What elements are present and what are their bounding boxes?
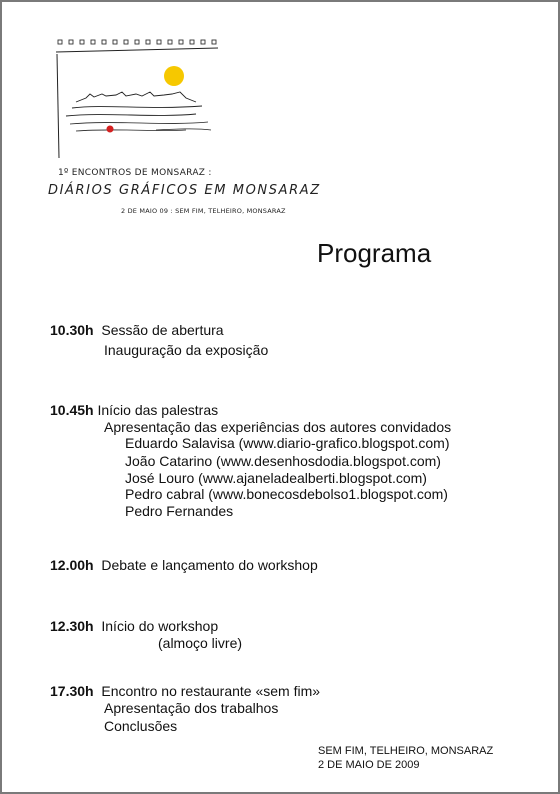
schedule-detail: Apresentação das experiências dos autores convidados xyxy=(104,419,452,435)
schedule-title: Sessão de abertura xyxy=(101,322,224,338)
logo-event-number: 1º ENCONTROS DE MONSARAZ : xyxy=(58,168,212,178)
village-skyline xyxy=(76,92,196,102)
schedule-item-1030 xyxy=(50,322,224,338)
page-title: Programa xyxy=(317,238,432,268)
schedule-title: Início do workshop xyxy=(101,618,219,634)
schedule-item-1230 xyxy=(50,618,218,634)
speaker-item: Pedro Fernandes xyxy=(125,503,234,519)
speaker-item: Eduardo Salavisa (www.diario-grafico.blogspot.com) xyxy=(125,435,450,451)
footer-date: 2 DE MAIO DE 2009 xyxy=(318,759,420,771)
schedule-item-1200 xyxy=(50,557,318,573)
speaker-item: José Louro (www.ajaneladealberti.blogspot.com) xyxy=(125,470,427,486)
schedule-item-1045 xyxy=(50,402,218,418)
page-edge-line xyxy=(56,48,218,52)
schedule-title: Debate e lançamento do workshop xyxy=(101,557,318,573)
schedule-time: 10.45h xyxy=(50,402,94,418)
schedule-time: 17.30h xyxy=(50,683,94,699)
speaker-item: Pedro cabral (www.bonecosdebolso1.blogspot.com) xyxy=(125,486,448,502)
schedule-item-1730 xyxy=(50,683,320,699)
red-dot xyxy=(107,126,114,133)
schedule-title: Encontro no restaurante «sem fim» xyxy=(101,683,321,699)
speaker-item: João Catarino (www.desenhosdodia.blogspot.com) xyxy=(125,453,441,469)
logo-event-date: 2 DE MAIO 09 : SEM FIM, TELHEIRO, MONSARAZ xyxy=(121,207,286,215)
logo-event-title: DIÁRIOS GRÁFICOS EM MONSARAZ xyxy=(48,183,321,198)
schedule-time: 12.30h xyxy=(50,618,94,634)
schedule-time: 10.30h xyxy=(50,322,94,338)
schedule-detail: Inauguração da exposição xyxy=(104,342,269,358)
schedule-time: 12.00h xyxy=(50,557,94,573)
schedule-detail: Conclusões xyxy=(104,718,178,734)
schedule-detail: Apresentação dos trabalhos xyxy=(104,700,279,716)
footer-place: SEM FIM, TELHEIRO, MONSARAZ xyxy=(318,745,494,757)
schedule-detail: (almoço livre) xyxy=(158,635,243,651)
sketchbook-perforations xyxy=(58,40,216,44)
sun-icon xyxy=(164,66,184,86)
schedule-title: Início das palestras xyxy=(97,402,219,418)
page-left-edge xyxy=(57,54,59,158)
